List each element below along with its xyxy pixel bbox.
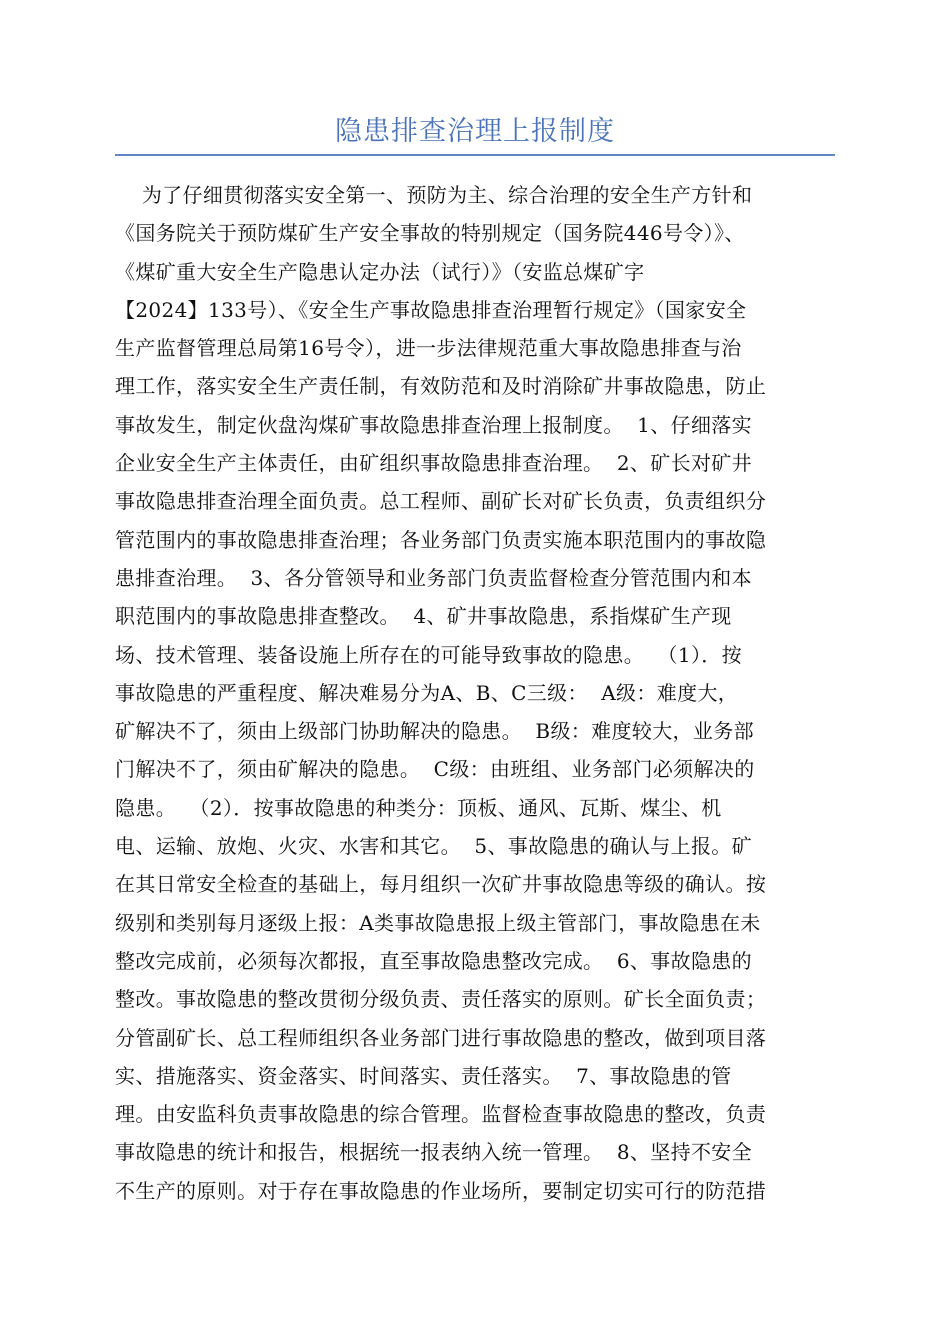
body-line: 场、技术管理、装备设施上所存在的可能导致事故的隐患。 （1）．按: [115, 642, 742, 667]
body-line: 级别和类别每月逐级上报：A类事故隐患报上级主管部门，事故隐患在未: [115, 910, 761, 935]
body-line: 生产监督管理总局第16号令），进一步法律规范重大事故隐患排查与治: [115, 336, 742, 361]
body-line: 门解决不了，须由矿解决的隐患。 C级：由班组、业务部门必须解决的: [115, 757, 755, 782]
body-line: 事故隐患排查治理全面负责。总工程师、副矿长对矿长负责，负责组织分: [115, 489, 767, 514]
document-title: 隐患排查治理上报制度: [335, 116, 615, 147]
body-line: 事故隐患的统计和报告，根据统一报表纳入统一管理。 8、坚持不安全: [115, 1140, 752, 1165]
body-line: 分管副矿长、总工程师组织各业务部门进行事故隐患的整改，做到项目落: [115, 1025, 767, 1050]
body-line: 理。由安监科负责事故隐患的综合管理。监督检查事故隐患的整改，负责: [115, 1102, 767, 1127]
body-line: 管范围内的事故隐患排查治理；各业务部门负责实施本职范围内的事故隐: [115, 527, 767, 552]
body-line: 【2024】133号）、《安全生产事故隐患排查治理暂行规定》（国家安全: [115, 297, 747, 322]
body-line: 事故发生，制定伙盘沟煤矿事故隐患排查治理上报制度。 1、仔细落实: [115, 412, 752, 437]
body-line: 整改。事故隐患的整改贯彻分级负责、责任落实的原则。矿长全面负责；: [115, 987, 767, 1012]
body-line: 电、运输、放炮、火灾、水害和其它。 5、事故隐患的确认与上报。矿: [115, 834, 752, 859]
body-line: 职范围内的事故隐患排查整改。 4、矿井事故隐患，系指煤矿生产现: [115, 604, 732, 629]
body-line: 在其日常安全检查的基础上，每月组织一次矿井事故隐患等级的确认。按: [115, 872, 767, 897]
body-line: 整改完成前，必须每次都报，直至事故隐患整改完成。 6、事故隐患的: [115, 948, 752, 973]
body-line: 《国务院关于预防煤矿生产安全事故的特别规定（国务院446号令）》、: [115, 221, 745, 246]
body-line: 《煤矿重大安全生产隐患认定办法（试行）》（安监总煤矿字: [115, 259, 645, 284]
document-body: [115, 176, 835, 1210]
body-line: 事故隐患的严重程度、解决难易分为A、B、C三级： A级：难度大，: [115, 680, 739, 705]
body-line: 隐患。 （2）．按事故隐患的种类分：顶板、通风、瓦斯、煤尘、机: [115, 795, 722, 820]
title-underline: [115, 154, 835, 156]
body-line: 企业安全生产主体责任，由矿组织事故隐患排查治理。 2、矿长对矿井: [115, 451, 752, 476]
body-line: 患排查治理。 3、各分管领导和业务部门负责监督检查分管范围内和本: [115, 565, 752, 590]
body-line: 不生产的原则。对于存在事故隐患的作业场所，要制定切实可行的防范措: [115, 1178, 767, 1203]
body-line: 为了仔细贯彻落实安全第一、预防为主、综合治理的安全生产方针和: [115, 183, 753, 207]
body-line: 实、措施落实、资金落实、时间落实、责任落实。 7、事故隐患的管: [115, 1063, 732, 1088]
body-line: 理工作，落实安全生产责任制，有效防范和及时消除矿井事故隐患，防止: [115, 374, 767, 399]
body-line: 矿解决不了，须由上级部门协助解决的隐患。 B级：难度较大，业务部: [115, 719, 754, 744]
